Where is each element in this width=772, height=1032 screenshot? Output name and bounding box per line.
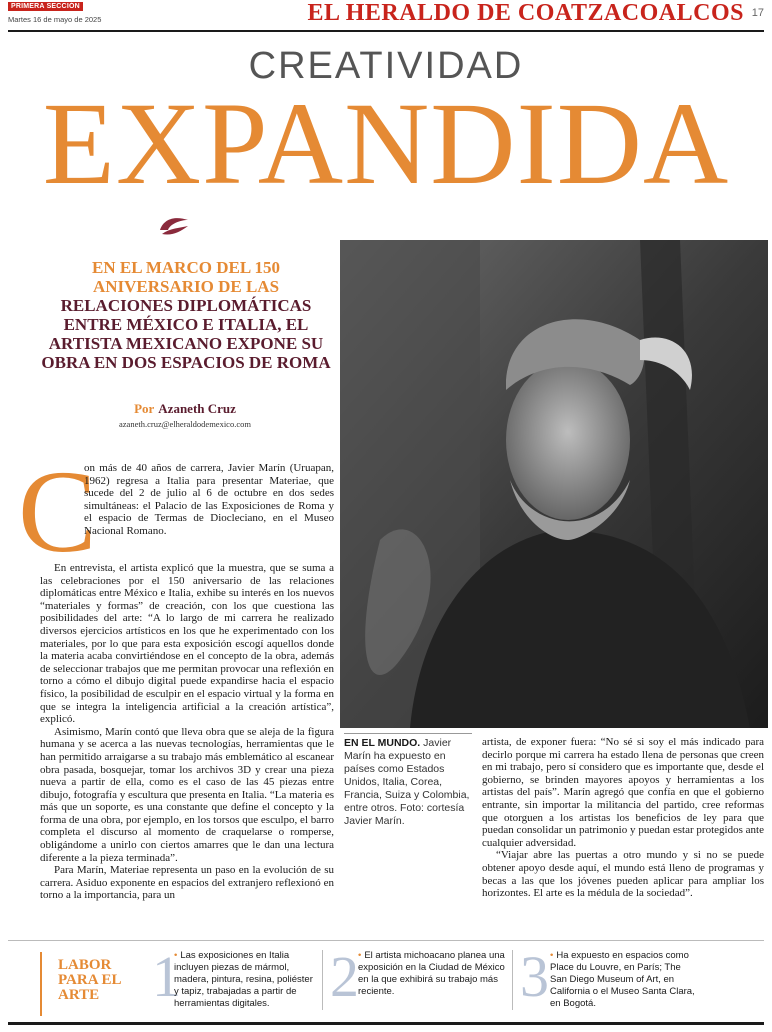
section-tag: PRIMERA SECCIÓN: [8, 2, 83, 11]
footer-title-line: PARA EL: [58, 972, 122, 988]
caption-rule: [344, 733, 472, 734]
footer-item: [152, 944, 320, 1014]
drop-cap: C: [18, 446, 97, 577]
footer-title-line: ARTE: [58, 987, 100, 1003]
headline: EXPANDIDA: [42, 78, 730, 209]
footer-number: 2: [330, 944, 359, 1009]
body-column-2: [482, 736, 764, 900]
body-paragraph: Para Marín, Materiae representa un paso en la evolución de su carrera. Asiduo exponente en espacios del extranjero reflexionó en torno a la importancia, para un: [40, 864, 334, 902]
footer-text: • Las exposiciones en Italia incluyen piezas de mármol, madera, pintura, resina, poliéster y tapiz, trabajadas a partir de herramientas digitales.: [174, 950, 320, 1010]
byline-prefix: Por: [134, 401, 155, 416]
deck: [40, 258, 332, 372]
footer-rule: [8, 940, 764, 941]
body-paragraph: En entrevista, el artista explicó que la muestra, que se suma a las celebraciones por el 150 aniversario de las relaciones diplomáticas entre México e Italia, exhibe su interés en los nuevos “materiales y formas” de creación, con los que cuestiona las posibilidades del arte: “A lo largo de mi carrera he realizado diversos ejercicios artísticos en los que he experimentado con los materiales, por lo que para esta exposición escogí aquellos donde la materia acaba convirtiéndose en el concepto de la obra, además de seleccionar trabajos que me permitan provocar una reflexión en torno a cómo el dibujo digital puede expandirse hacia el espacio físico, la posibilidad de esculpir en el espacio virtual y la forma en que se integra la inteligencia artificial a la creación artística”, explicó.: [40, 562, 334, 726]
body-paragraph: artista, de exponer fuera: “No sé si soy el más indicado para decirlo porque mi carrera ha estado llena de personas que creen en mi trabajo, pero sí considero que es importante que, desde el gobierno, se brinden mayores apoyos y herramientas a los artistas del país”. Marín agregó que confía en que el gobierno entrante, sin importar la militancia del partido, cree reformas que otorguen a los artistas los beneficios de ley para que puedan consolidar un patrimonio y puedan estar protegidos ante cualquier adversidad.: [482, 736, 764, 849]
footer-item: [520, 944, 760, 1014]
date-line: Martes 16 de mayo de 2025: [8, 15, 102, 24]
kicker: CREATIVIDAD: [248, 45, 524, 87]
body-paragraph: Asimismo, Marín contó que lleva obra que se aleja de la figura humana y se acerca a las nuevas tecnologías, herramientas que le han permitido arraigarse a su trabajo más emblemático al escanear obra pasada, bosquejar, tomar los archivos 3D y crear una pieza nueva a partir de ella, como es el caso de las 45 piezas entre dibujo, fotografía y escultura que presenta en Italia. “La materia es más que un soporte, es una constante que define el concepto y la forma de una obra, por ejemplo, en los torsos que esculpo, el barro completa el discurso al momento de craquelarse o romperse, obligándome a unirlo con ciertos amarres que le dan una lectura diferente a la pieza terminada”.: [40, 725, 334, 864]
byline-email: azaneth.cruz@elheraldodemexico.com: [119, 419, 251, 429]
masthead: [0, 0, 772, 30]
artist-photo: [340, 240, 768, 728]
footer-title-line: LABOR: [58, 957, 112, 973]
lead-text: on más de 40 años de carrera, Javier Marín (Uruapan, 1962) regresa a Italia para presentar Materiae, que sucede del 2 de julio al 6 de octubre en dos sedes simultáneas: el Palacio de las Exposiciones de Roma y el espacio de Termas de Diocleciano, en el Museo Nacional Romano.: [84, 462, 334, 537]
bottom-rule: [8, 1022, 764, 1025]
footer-title: [58, 958, 121, 1003]
deck-accent: EN EL MARCO DEL 150 ANIVERSARIO DE LAS: [92, 258, 280, 296]
lead-paragraph: [84, 462, 334, 538]
caption-text: Javier Marín ha expuesto en países como Estados Unidos, Italia, Corea, Francia, Suiza y Colombia, entre otros. Foto: cortesía Javier Marín.: [344, 737, 470, 827]
photo-caption: [344, 737, 472, 828]
footer-text: • El artista michoacano planea una exposición en la Ciudad de México en la que exhibirá su trabajo más reciente.: [358, 950, 508, 998]
footer-number: 1: [152, 944, 181, 1009]
deck-rest: RELACIONES DIPLOMÁTICAS ENTRE MÉXICO E ITALIA, EL ARTISTA MEXICANO EXPONE SU OBRA EN DOS ESPACIOS DE ROMA: [41, 296, 331, 372]
masthead-rule: [8, 30, 764, 32]
caption-head: EN EL MUNDO.: [344, 737, 421, 749]
body-paragraph: “Viajar abre las puertas a otro mundo y si no se puede obtener apoyo desde aquí, el mundo está lleno de programas y becas a las que los jóvenes pueden aplicar para ampliar los horizontes. El arte es la médula de la sociedad”.: [482, 849, 764, 900]
footer-item: [330, 944, 510, 1014]
footer-title-box: [40, 952, 152, 1016]
footer-divider: [512, 950, 513, 1010]
footer-text: • Ha expuesto en espacios como Place du Louvre, en París; The San Diego Museum of Art, en California o el Museo Santa Clara, en Bogotá.: [550, 950, 700, 1010]
byline: [60, 400, 310, 429]
page-number: 17: [751, 7, 764, 19]
byline-name: Azaneth Cruz: [158, 401, 236, 416]
ornament-icon: [154, 212, 194, 238]
body-column-1: [40, 562, 334, 902]
footer-number: 3: [520, 944, 549, 1009]
footer-divider: [322, 950, 323, 1010]
newspaper-title: EL HERALDO DE COATZACOALCOS: [307, 0, 744, 26]
